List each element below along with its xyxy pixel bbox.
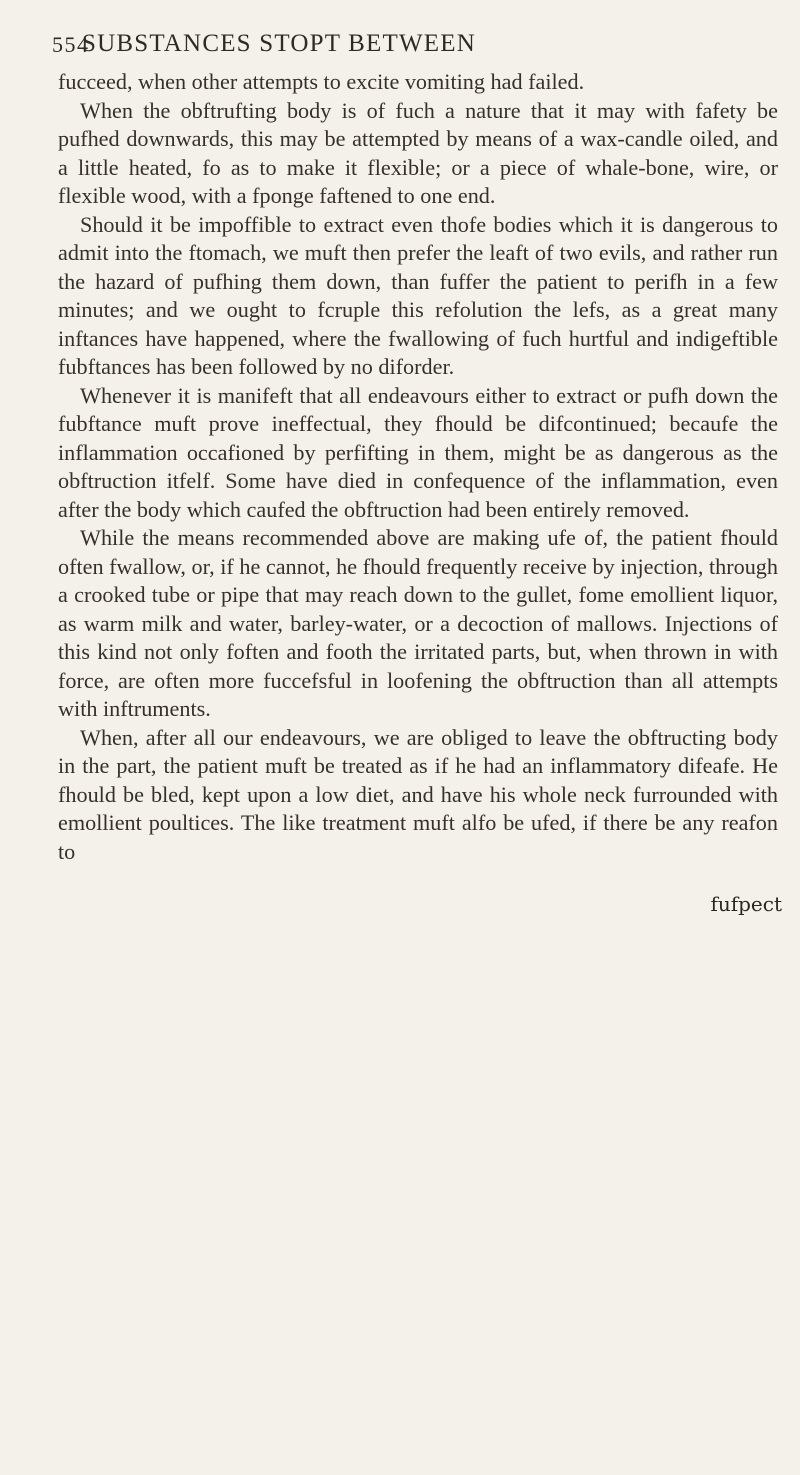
body-text — [58, 68, 778, 866]
paragraph-inflammatory-treatment: When, after all our endeavours, we are obliged to leave the obftructing body in the part, the patient muft be treated as if he had an inflammatory difeafe. He fhould be bled, kept upon a low diet, and have his whole neck furrounded with emollient poultices. The like treatment muft alfo be ufed, if there be any reafon to — [58, 724, 778, 864]
running-title: SUBSTANCES STOPT BETWEEN — [82, 30, 476, 57]
paragraph-continuation: fucceed, when other attempts to excite vomiting had failed. — [58, 69, 585, 94]
paragraph-endeavours-ineffectual: Whenever it is manifeft that all endeavours either to extract or pufh down the fubftance muft prove ineffectual, they fhould be difcontinued; becaufe the inflammation occafioned by perfifting in them, might be as dangerous as the obftruction itfelf. Some have died in confequence of the inflammation, even after the body which caufed the obftruction had been entirely removed. — [58, 382, 778, 522]
paragraph-impossible-to-extract: Should it be impoffible to extract even thofe bodies which it is dangerous to admit into the ftomach, we muft then prefer the leaft of two evils, and rather run the hazard of pufhing them down, than fuffer the patient to perifh in a few minutes; and we ought to fcruple this refolution the lefs, as a great many inftances have happened, where the fwallowing of fuch hurtful and indigeftible fubftances has been followed by no diforder. — [58, 211, 778, 379]
paragraph-pushing-downwards: When the obftrufting body is of fuch a nature that it may with fafety be pufhed downwards, this may be attempted by means of a wax-candle oiled, and a little heated, fo as to make it flexible; or a piece of whale-bone, wire, or flexible wood, with a fponge faftened to one end. — [58, 97, 778, 208]
running-head — [52, 28, 778, 68]
page-number: 554 — [52, 32, 90, 57]
page-footer — [58, 866, 782, 916]
catchword: fufpect — [710, 892, 782, 916]
book-page — [52, 28, 782, 916]
paragraph-emollient-liquor: While the means recommended above are making ufe of, the patient fhould often fwallow, or, if he cannot, he fhould frequently receive by injection, through a crooked tube or pipe that may reach down to the gullet, fome emollient liquor, as warm milk and water, barley-water, or a decoction of mallows. Injections of this kind not only foften and footh the irritated parts, but, when thrown in with force, are often more fuccefsful in loofening the obftruction than all attempts with inftruments. — [58, 525, 778, 721]
